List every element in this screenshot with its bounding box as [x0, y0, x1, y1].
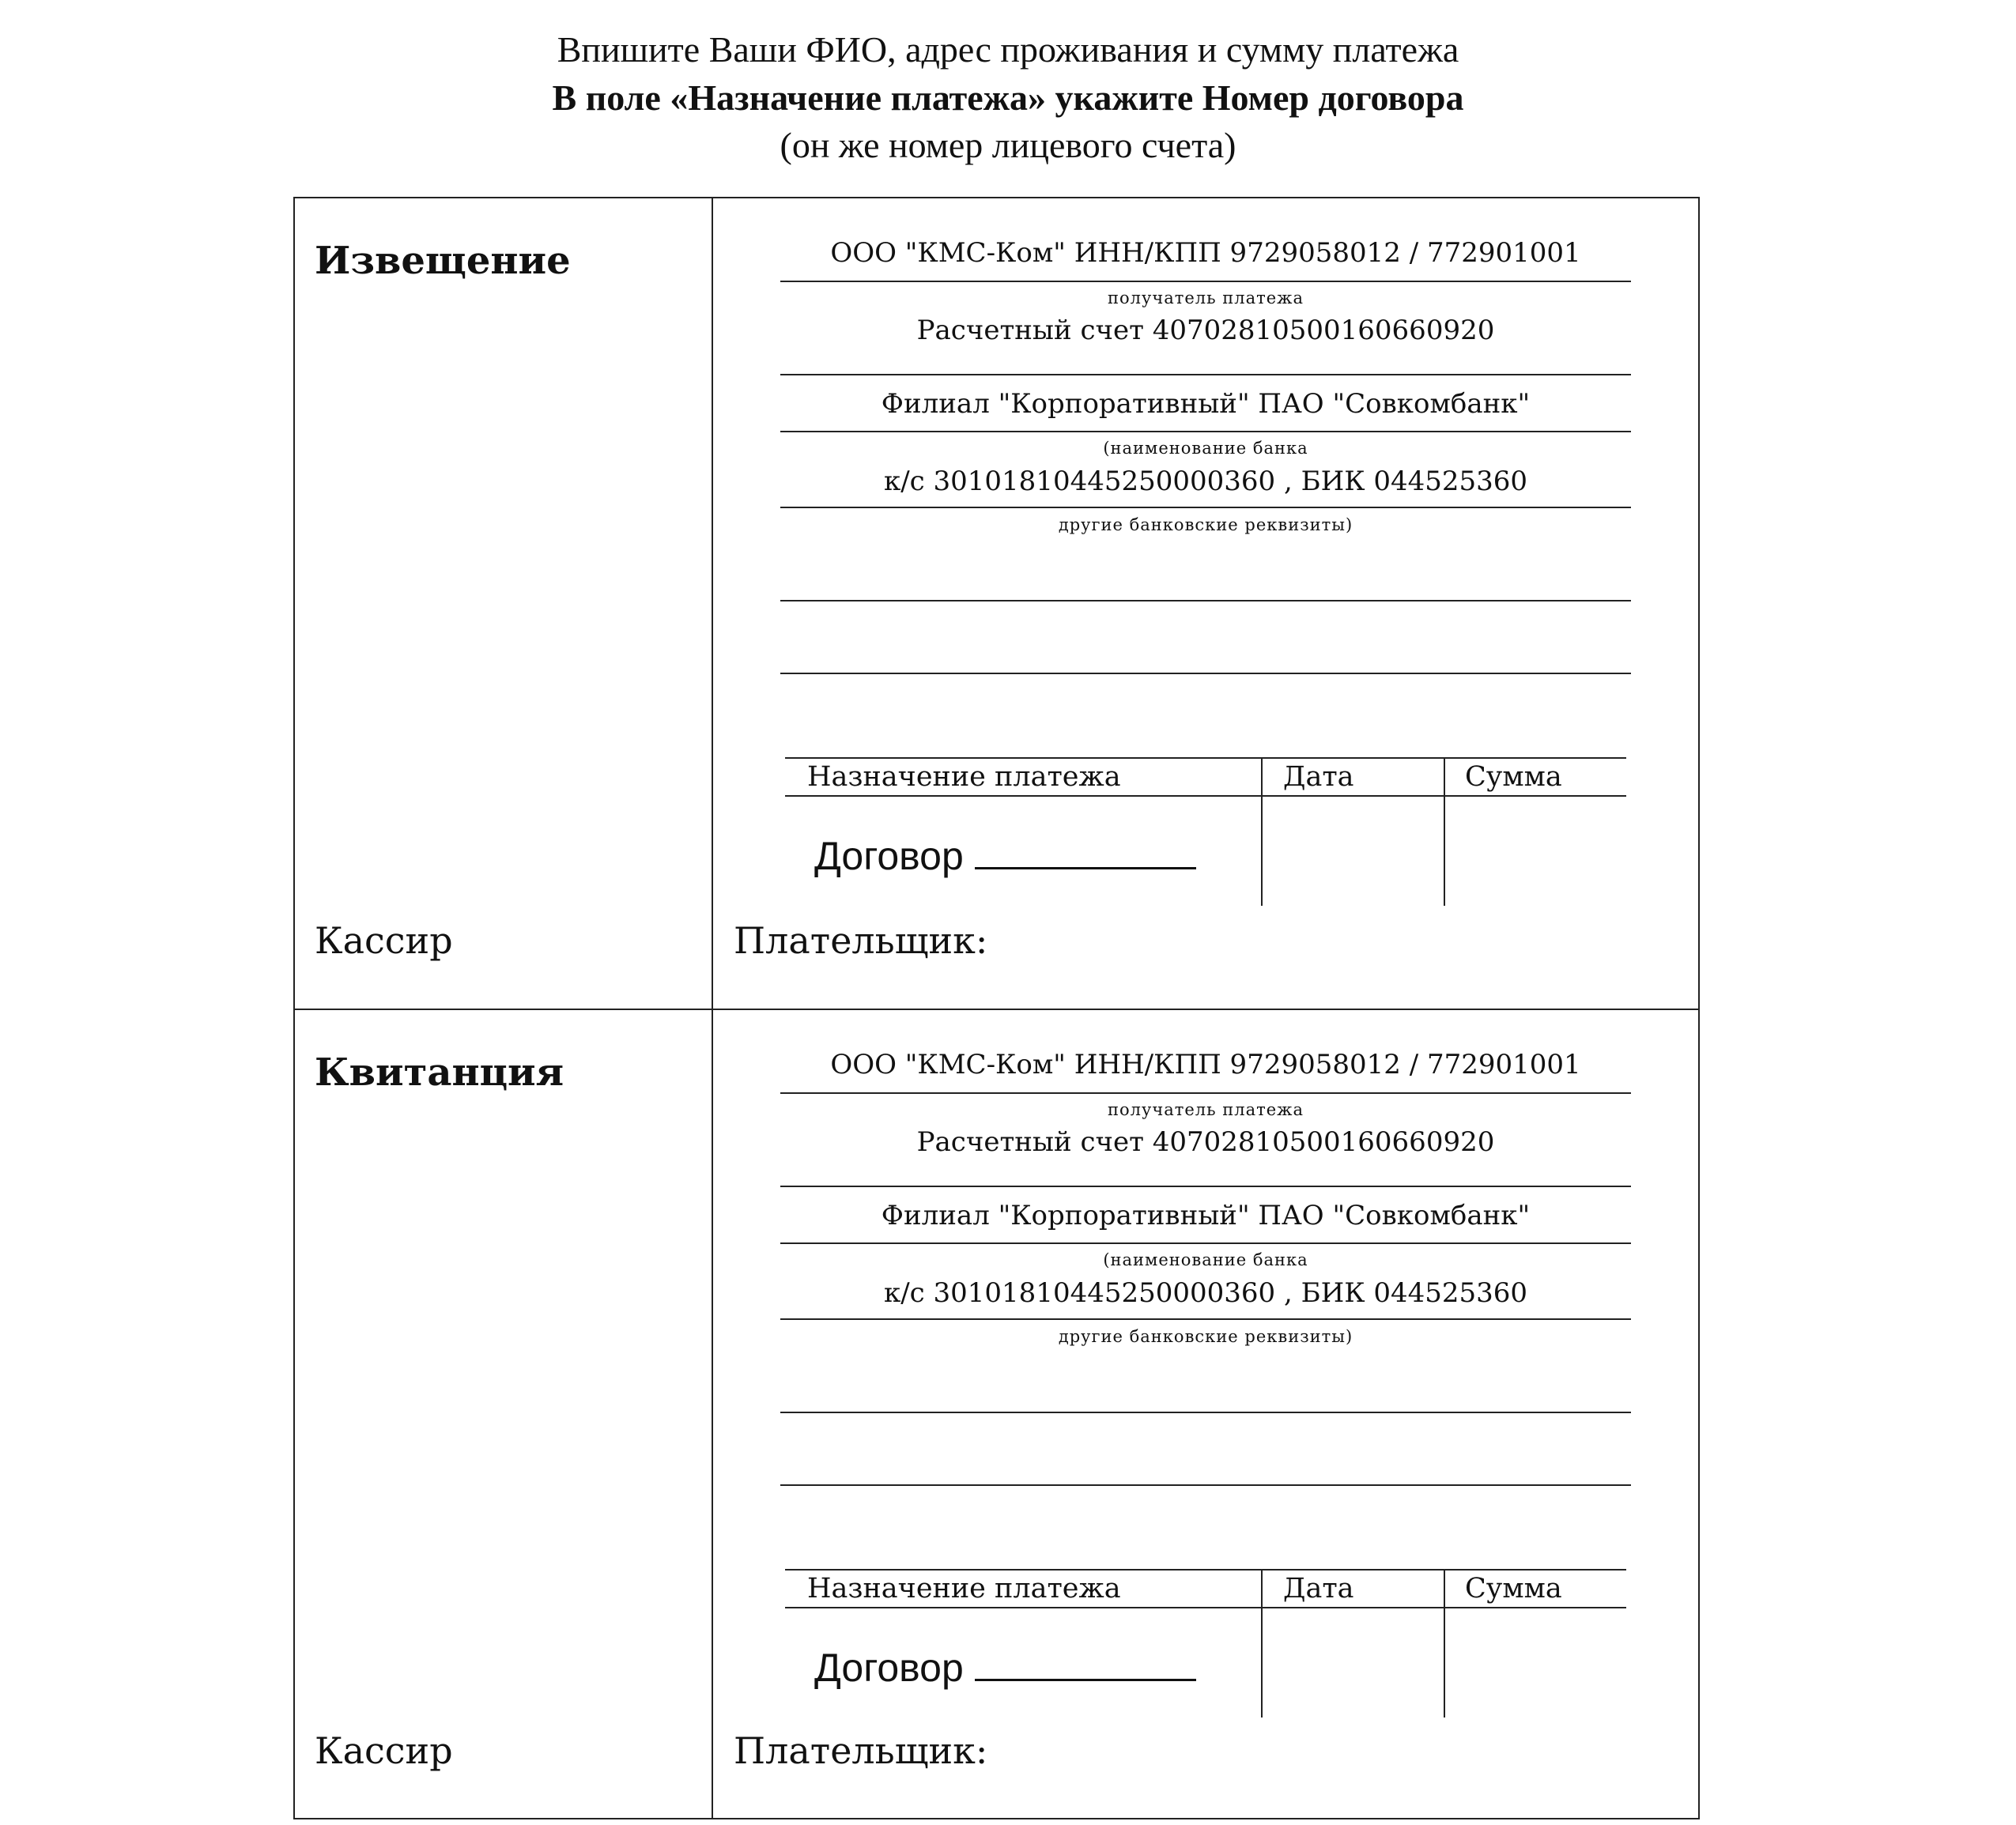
section-title: Извещение	[315, 239, 571, 283]
table-header-line	[785, 795, 1626, 797]
recipient-line	[780, 1092, 1631, 1094]
table-top-line	[785, 1569, 1626, 1570]
payer-name-line[interactable]	[780, 600, 1631, 601]
recipient-text: ООО "КМС-Ком" ИНН/КПП 9729058012 / 772901001	[830, 237, 1581, 269]
date-column-header: Дата	[1283, 1573, 1354, 1604]
receipt-section	[0, 812, 2016, 1772]
recipient-caption: получатель платежа	[1108, 1100, 1304, 1119]
purpose-column-header: Назначение платежа	[807, 1573, 1121, 1604]
table-header-line	[785, 1607, 1626, 1608]
account-line	[780, 1186, 1631, 1187]
table-top-line	[785, 757, 1626, 759]
table-col-divider	[1261, 1569, 1263, 1718]
payer-address-line[interactable]	[780, 673, 1631, 674]
section-title: Квитанция	[315, 1050, 564, 1095]
date-column-header: Дата	[1283, 761, 1354, 793]
recipient-text: ООО "КМС-Ком" ИНН/КПП 9729058012 / 772901001	[830, 1049, 1581, 1080]
sum-cell[interactable]	[1448, 1610, 1623, 1716]
payer-name-line[interactable]	[780, 1412, 1631, 1413]
instruction-line-3: (он же номер лицевого счета)	[780, 125, 1236, 165]
contract-field[interactable]	[814, 1646, 1196, 1690]
bank-caption: (наименование банка	[1103, 439, 1308, 458]
date-cell[interactable]	[1265, 1610, 1440, 1716]
bank-text: Филиал "Корпоративный" ПАО "Совкомбанк"	[881, 1200, 1531, 1231]
account-text: Расчетный счет 40702810500160660920	[916, 1126, 1495, 1158]
sum-column-header: Сумма	[1465, 761, 1562, 793]
corr-account-caption: другие банковские реквизиты)	[1058, 515, 1353, 534]
contract-label: Договор	[814, 1646, 964, 1690]
instruction-line-2: В поле «Назначение платежа» укажите Номер договора	[552, 77, 1464, 118]
corr-account-caption: другие банковские реквизиты)	[1058, 1327, 1353, 1346]
account-text: Расчетный счет 40702810500160660920	[916, 315, 1495, 346]
corr-account-text: к/с 30101810445250000360 , БИК 044525360	[883, 466, 1528, 497]
cashier-label: Кассир	[315, 919, 453, 962]
recipient-caption: получатель платежа	[1108, 288, 1304, 307]
instruction-line-1: Впишите Ваши ФИО, адрес проживания и сумму платежа	[557, 29, 1459, 70]
payer-label: Плательщик:	[734, 919, 988, 962]
bank-line	[780, 1242, 1631, 1244]
contract-number-blank[interactable]	[975, 1678, 1196, 1681]
corr-account-line	[780, 1318, 1631, 1320]
payer-label: Плательщик:	[734, 1729, 988, 1772]
corr-account-line	[780, 507, 1631, 508]
bank-text: Филиал "Корпоративный" ПАО "Совкомбанк"	[881, 388, 1531, 420]
corr-account-text: к/с 30101810445250000360 , БИК 044525360	[883, 1277, 1528, 1309]
table-col-divider	[1444, 1569, 1445, 1718]
contract-label: Договор	[814, 834, 964, 878]
recipient-line	[780, 281, 1631, 282]
bank-line	[780, 431, 1631, 432]
cashier-label: Кассир	[315, 1729, 453, 1772]
account-line	[780, 374, 1631, 375]
bank-caption: (наименование банка	[1103, 1250, 1308, 1269]
purpose-column-header: Назначение платежа	[807, 761, 1121, 793]
payer-address-line[interactable]	[780, 1484, 1631, 1486]
sum-column-header: Сумма	[1465, 1573, 1562, 1604]
